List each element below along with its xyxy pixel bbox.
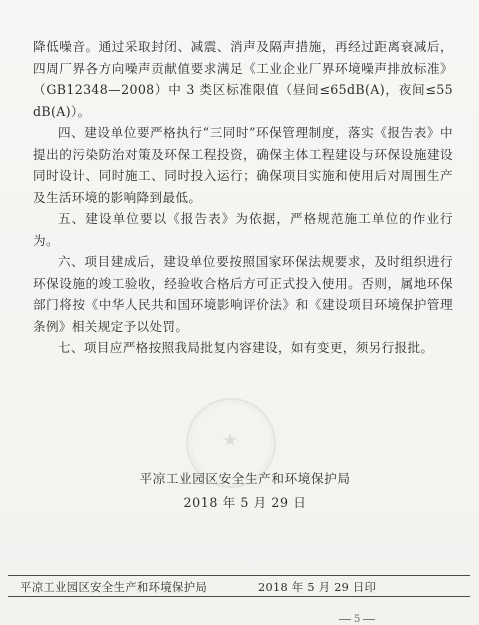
signature-organization: 平凉工业园区安全生产和环境保护局 <box>139 471 351 486</box>
paragraph-item-six: 六、项目建成后，建设单位要按照国家环保法规要求，及时组织进行环保设施的竣工验收，经验收合格后方可正式投入使用。否则，属地环保部门将按《中华人民共和国环境影响评价法》和《建设项目环境保护管理条例》相关规定予以处罚。 <box>33 254 453 334</box>
page-number: 5 <box>336 614 378 625</box>
paragraph-item-four: 四、建设单位要严格执行“三同时”环保管理制度，落实《报告表》中提出的污染防治对策及环保工程投资，确保主体工程建设与环保设施建设同时设计、同时施工、同时投入运行；确保项目实施和使用后对周围生产及生活环境的影响降到最低。 <box>33 125 453 205</box>
footer-divider-top <box>8 575 470 576</box>
document-body <box>33 36 453 359</box>
signature-date: 2018 年 5 月 29 日 <box>183 495 307 510</box>
paragraph-item-five: 五、建设单位要以《报告表》为依据，严格规范施工单位的作业行为。 <box>33 211 453 248</box>
paragraph-item-seven: 七、项目应严格按照我局批复内容建设，如有变更，须另行报批。 <box>58 340 434 355</box>
footer-divider-bottom <box>8 596 470 597</box>
seal-star-icon: ★ <box>222 430 239 451</box>
paragraph-noise-continuation: 降低噪音。通过采取封闭、减震、消声及隔声措施，再经过距离衰减后，四周厂界各方向噪声贡献值要求满足《工业企业厂界环境噪声排放标准》（GB12348—2008）中 3 类区标准限值（昼间≤65dB(A)，夜间≤55 dB(A)）。 <box>33 39 453 119</box>
footer-issuer: 平凉工业园区安全生产和环境保护局 <box>20 581 208 594</box>
footer-print-date: 2018 年 5 月 29 日印 <box>258 581 377 594</box>
